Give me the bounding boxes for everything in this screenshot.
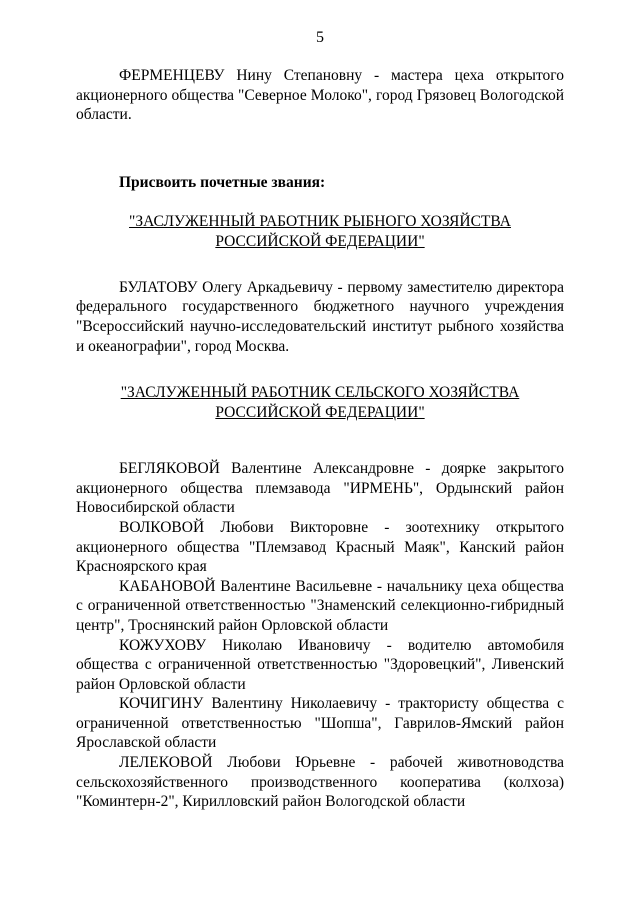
paragraph-volkova: ВОЛКОВОЙ Любови Викторовне - зоотехнику открытого акционерного общества "Племзавод Красный Маяк", Канский район Красноярского края	[76, 518, 564, 576]
paragraph-lelekova: ЛЕЛЕКОВОЙ Любови Юрьевне - рабочей животноводства сельскохозяйственного производственного кооператива (колхоза) "Коминтерн-2", Кирилловский район Вологодской области	[76, 754, 564, 811]
paragraph-kochigin: КОЧИГИНУ Валентину Николаевичу - трактористу общества с ограниченной ответственностью "Шопша", Гаврилов-Ямский район Ярославской области	[76, 695, 564, 752]
title-fishery-line2: РОССИЙСКОЙ ФЕДЕРАЦИИ"	[215, 232, 425, 250]
page-number: 5	[316, 29, 324, 46]
paragraph-kozhukhov: КОЖУХОВУ Николаю Ивановичу - водителю автомобиля общества с ограниченной ответственностью "Здоровецкий", Ливенский район Орловской области	[76, 636, 564, 693]
paragraph-fermentseva: ФЕРМЕНЦЕВУ Нину Степановну - мастера цеха открытого акционерного общества "Северное Молоко", город Грязовец Вологодской области.	[76, 67, 564, 124]
title-fishery-award	[76, 212, 564, 252]
section-heading: Присвоить почетные звания:	[119, 173, 326, 191]
title-agriculture-line1: "ЗАСЛУЖЕННЫЙ РАБОТНИК СЕЛЬСКОГО ХОЗЯЙСТВА	[120, 384, 520, 402]
paragraph-kabanova: КАБАНОВОЙ Валентине Васильевне - начальнику цеха общества с ограниченной ответственностью "Знаменский селекционно-гибридный центр", Троснянский район Орловской области	[76, 577, 564, 634]
title-agriculture-line2: РОССИЙСКОЙ ФЕДЕРАЦИИ"	[215, 404, 425, 422]
title-fishery-line1: "ЗАСЛУЖЕННЫЙ РАБОТНИК РЫБНОГО ХОЗЯЙСТВА	[129, 212, 511, 230]
paragraph-beglyakova: БЕГЛЯКОВОЙ Валентине Александровне - доярке закрытого акционерного общества племзавода "ИРМЕНЬ", Ордынский район Новосибирской области	[76, 460, 564, 517]
document-body	[76, 66, 564, 812]
paragraph-bulatov: БУЛАТОВУ Олегу Аркадьевичу - первому заместителю директора федерального государственного бюджетного научного учреждения "Всероссийский научно-исследовательский институт рыбного хозяйства и океанографии", город Москва.	[76, 278, 564, 355]
title-agriculture-award	[76, 383, 564, 423]
